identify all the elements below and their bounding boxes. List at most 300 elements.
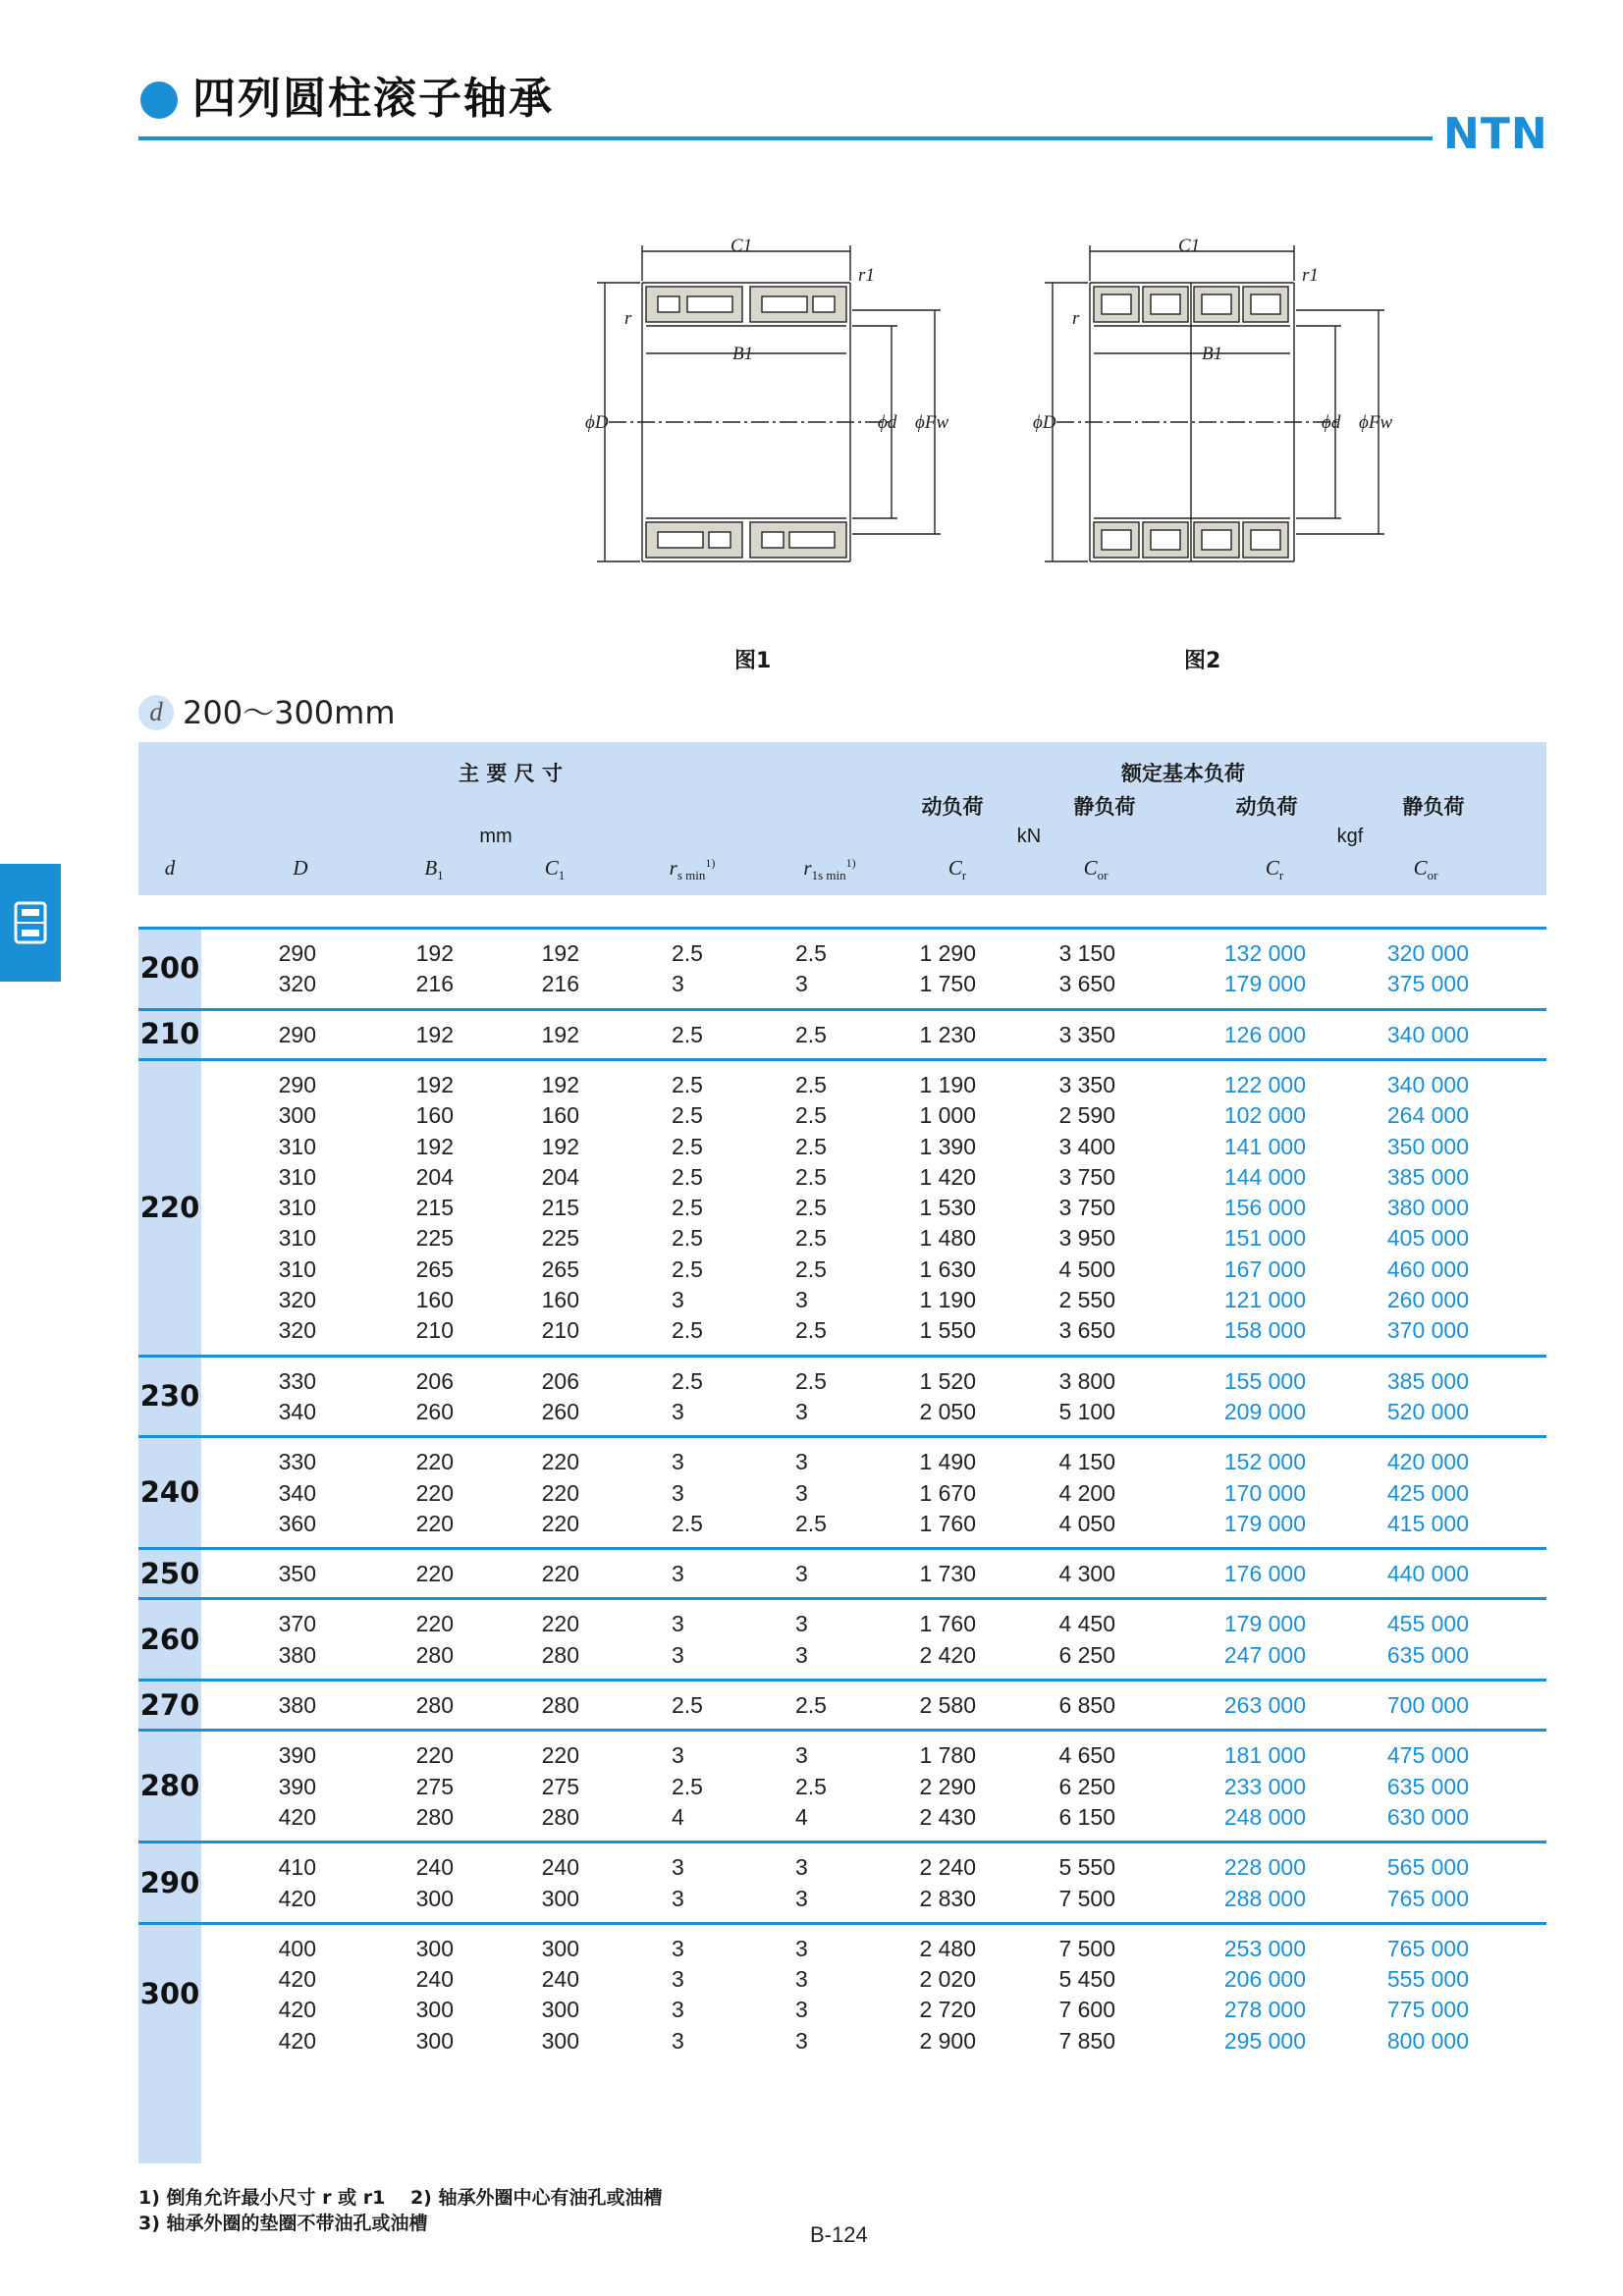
fig1-b1-label: B1 xyxy=(732,344,754,364)
table-cell: 2.5 xyxy=(795,940,827,966)
table-cell: 2 480 xyxy=(919,1935,976,1961)
col-cor-kn: $C_{or}$ xyxy=(1083,856,1109,883)
table-cell: 420 xyxy=(278,1803,316,1830)
table-cell: 102 000 xyxy=(1223,1102,1306,1129)
table-cell: 340 xyxy=(278,1398,316,1424)
bore-diameter-label: 270 xyxy=(139,1687,200,1722)
table-cell: 240 xyxy=(415,1966,454,1993)
table-cell: 455 000 xyxy=(1386,1611,1469,1637)
fig1-d-inner-label: ϕd xyxy=(878,412,897,433)
table-cell: 290 xyxy=(278,940,316,966)
table-cell: 340 000 xyxy=(1386,1071,1469,1097)
table-cell: 210 xyxy=(415,1317,454,1344)
table-cell: 155 000 xyxy=(1223,1367,1306,1394)
table-cell: 6 150 xyxy=(1058,1803,1115,1830)
table-cell: 3 xyxy=(795,1966,808,1993)
table-cell: 2.5 xyxy=(672,1195,703,1221)
range-symbol: d xyxy=(138,695,174,730)
table-cell: 265 xyxy=(415,1255,454,1282)
table-cell: 3 xyxy=(795,1287,808,1312)
table-cell: 2.5 xyxy=(795,1195,827,1221)
bore-diameter-label: 290 xyxy=(139,1865,200,1899)
table-cell: 420 000 xyxy=(1386,1449,1469,1475)
table-cell: 209 000 xyxy=(1223,1398,1306,1424)
bore-diameter-label: 240 xyxy=(139,1475,200,1510)
table-cell: 3 xyxy=(795,1561,808,1587)
bore-diameter-label: 250 xyxy=(139,1556,200,1590)
fig2-d-inner-label: ϕd xyxy=(1322,412,1341,433)
table-cell: 400 xyxy=(278,1935,316,1961)
group-main-dimensions: 主 要 尺 寸 xyxy=(459,762,563,785)
table-cell: 2.5 xyxy=(672,1021,703,1047)
table-cell: 310 xyxy=(278,1225,316,1252)
table-cell: 330 xyxy=(278,1367,316,1394)
table-cell: 330 xyxy=(278,1449,316,1475)
table-cell: 3 xyxy=(672,1449,684,1475)
table-cell: 2.5 xyxy=(672,1133,703,1159)
table-cell: 248 000 xyxy=(1223,1803,1306,1830)
table-cell: 2 580 xyxy=(919,1692,976,1718)
footnote-line-2: 3) 轴承外圈的垫圈不带油孔或油槽 xyxy=(138,2213,428,2234)
table-cell: 1 730 xyxy=(919,1561,976,1587)
table-cell: 220 xyxy=(415,1510,454,1536)
table-cell: 300 xyxy=(415,1885,454,1911)
table-cell: 300 xyxy=(415,1997,454,2023)
table-cell: 1 520 xyxy=(919,1367,976,1394)
table-cell: 2.5 xyxy=(795,1510,827,1536)
fig2-d-outer-label: ϕD xyxy=(1033,412,1056,433)
table-cell: 260 000 xyxy=(1386,1287,1469,1312)
table-cell: 475 000 xyxy=(1386,1742,1469,1769)
table-cell: 141 000 xyxy=(1223,1133,1306,1159)
table-cell: 3 xyxy=(672,1611,684,1637)
table-cell: 5 450 xyxy=(1058,1966,1115,1993)
table-cell: 370 xyxy=(278,1611,316,1637)
unit-kgf: kgf xyxy=(1336,826,1364,847)
col-cr-kgf: $C_r$ xyxy=(1265,856,1284,883)
table-cell: 170 000 xyxy=(1223,1479,1306,1506)
table-cell: 390 xyxy=(278,1742,316,1769)
table-cell: 220 xyxy=(415,1479,454,1506)
col-c1: $C_1$ xyxy=(544,856,566,883)
table-cell: 350 000 xyxy=(1386,1133,1469,1159)
col-r-min: $r_{s min}^{1)}$ xyxy=(669,856,716,883)
table-cell: 1 760 xyxy=(919,1510,976,1536)
bore-diameter-label: 230 xyxy=(139,1378,200,1413)
table-cell: 280 xyxy=(415,1803,454,1830)
table-cell: 3 xyxy=(795,1997,808,2023)
table-cell: 247 000 xyxy=(1223,1641,1306,1668)
table-cell: 3 xyxy=(672,1935,684,1961)
table-cell: 160 xyxy=(415,1287,454,1312)
table-cell: 220 xyxy=(541,1611,579,1637)
table-cell: 3 xyxy=(672,1997,684,2023)
table-cell: 2 240 xyxy=(919,1854,976,1881)
table-cell: 6 250 xyxy=(1058,1773,1115,1799)
table-cell: 3 xyxy=(672,1966,684,1993)
fig1-r1-label: r1 xyxy=(858,265,875,286)
table-cell: 220 xyxy=(415,1561,454,1587)
table-cell: 260 xyxy=(541,1398,579,1424)
table-cell: 1 000 xyxy=(919,1102,976,1129)
table-cell: 225 xyxy=(415,1225,454,1252)
table-cell: 2.5 xyxy=(672,1102,703,1129)
table-cell: 2 430 xyxy=(919,1803,976,1830)
table-cell: 3 xyxy=(672,1885,684,1911)
table-cell: 179 000 xyxy=(1223,1611,1306,1637)
table-cell: 3 xyxy=(672,1479,684,1506)
table-cell: 240 xyxy=(541,1854,579,1881)
table-cell: 1 630 xyxy=(919,1255,976,1282)
table-cell: 144 000 xyxy=(1223,1163,1306,1190)
table-cell: 192 xyxy=(541,1071,579,1097)
table-cell: 3 750 xyxy=(1058,1163,1115,1190)
fig2-c1-label: C1 xyxy=(1178,236,1201,256)
table-cell: 160 xyxy=(541,1287,579,1312)
table-cell: 4 500 xyxy=(1058,1255,1115,1282)
table-cell: 290 xyxy=(278,1071,316,1097)
table-cell: 192 xyxy=(415,940,454,966)
table-cell: 4 650 xyxy=(1058,1742,1115,1769)
group-divider xyxy=(138,1355,1546,1358)
table-cell: 3 350 xyxy=(1058,1021,1115,1047)
table-cell: 2.5 xyxy=(795,1255,827,1282)
group-divider xyxy=(138,1058,1546,1061)
figure-1-label: 图1 xyxy=(734,649,772,673)
table-cell: 1 390 xyxy=(919,1133,976,1159)
table-cell: 7 600 xyxy=(1058,1997,1115,2023)
table-cell: 220 xyxy=(415,1611,454,1637)
table-cell: 420 xyxy=(278,2027,316,2054)
table-cell: 220 xyxy=(541,1449,579,1475)
table-cell: 215 xyxy=(541,1195,579,1221)
table-cell: 278 000 xyxy=(1223,1997,1306,2023)
table-cell: 220 xyxy=(541,1479,579,1506)
table-cell: 420 xyxy=(278,1966,316,1993)
table-cell: 280 xyxy=(415,1641,454,1668)
table-cell: 370 000 xyxy=(1386,1317,1469,1344)
table-cell: 425 000 xyxy=(1386,1479,1469,1506)
col-r1-min: $r_{1s min}^{1)}$ xyxy=(803,856,856,883)
table-cell: 310 xyxy=(278,1163,316,1190)
table-cell: 3 xyxy=(795,2027,808,2054)
table-cell: 375 000 xyxy=(1386,971,1469,997)
table-cell: 320 xyxy=(278,1317,316,1344)
table-cell: 2 290 xyxy=(919,1773,976,1799)
table-cell: 460 000 xyxy=(1386,1255,1469,1282)
table-cell: 228 000 xyxy=(1223,1854,1306,1881)
table-cell: 2.5 xyxy=(795,1071,827,1097)
table-cell: 216 xyxy=(415,971,454,997)
table-cell: 1 480 xyxy=(919,1225,976,1252)
table-cell: 300 xyxy=(541,1885,579,1911)
table-cell: 181 000 xyxy=(1223,1742,1306,1769)
table-cell: 3 xyxy=(795,1611,808,1637)
table-cell: 160 xyxy=(541,1102,579,1129)
table-cell: 300 xyxy=(541,1935,579,1961)
table-cell: 310 xyxy=(278,1195,316,1221)
table-cell: 3 xyxy=(672,1287,684,1312)
group-divider xyxy=(138,1679,1546,1682)
table-cell: 3 800 xyxy=(1058,1367,1115,1394)
table-cell: 2.5 xyxy=(795,1317,827,1344)
bore-diameter-label: 210 xyxy=(139,1017,200,1051)
table-cell: 220 xyxy=(541,1742,579,1769)
table-cell: 300 xyxy=(415,1935,454,1961)
table-cell: 176 000 xyxy=(1223,1561,1306,1587)
table-cell: 440 000 xyxy=(1386,1561,1469,1587)
table-cell: 225 xyxy=(541,1225,579,1252)
table-cell: 206 xyxy=(415,1367,454,1394)
table-cell: 3 xyxy=(672,2027,684,2054)
group-rated-load: 额定基本负荷 xyxy=(1121,762,1245,785)
table-cell: 2.5 xyxy=(672,1163,703,1190)
table-cell: 179 000 xyxy=(1223,1510,1306,1536)
table-cell: 240 xyxy=(415,1854,454,1881)
table-cell: 415 000 xyxy=(1386,1510,1469,1536)
table-cell: 385 000 xyxy=(1386,1367,1469,1394)
table-cell: 132 000 xyxy=(1223,940,1306,966)
table-cell: 156 000 xyxy=(1223,1195,1306,1221)
table-cell: 520 000 xyxy=(1386,1398,1469,1424)
table-cell: 3 xyxy=(795,971,808,997)
table-cell: 380 xyxy=(278,1641,316,1668)
table-cell: 5 100 xyxy=(1058,1398,1115,1424)
table-cell: 122 000 xyxy=(1223,1071,1306,1097)
table-cell: 4 150 xyxy=(1058,1449,1115,1475)
table-cell: 555 000 xyxy=(1386,1966,1469,1993)
table-cell: 380 xyxy=(278,1692,316,1718)
group-divider xyxy=(138,1597,1546,1600)
group-divider xyxy=(138,1922,1546,1925)
table-cell: 340 xyxy=(278,1479,316,1506)
table-cell: 192 xyxy=(541,940,579,966)
table-cell: 300 xyxy=(541,1997,579,2023)
table-cell: 2.5 xyxy=(795,1102,827,1129)
table-cell: 4 050 xyxy=(1058,1510,1115,1536)
table-cell: 240 xyxy=(541,1966,579,1993)
table-cell: 360 xyxy=(278,1510,316,1536)
fig1-r-label: r xyxy=(624,308,632,329)
table-cell: 3 xyxy=(672,1398,684,1424)
table-cell: 3 650 xyxy=(1058,1317,1115,1344)
table-cell: 7 500 xyxy=(1058,1935,1115,1961)
bore-diameter-label: 260 xyxy=(139,1622,200,1656)
table-cell: 320 000 xyxy=(1386,940,1469,966)
table-cell: 320 xyxy=(278,1287,316,1312)
table-cell: 210 xyxy=(541,1317,579,1344)
table-cell: 275 xyxy=(541,1773,579,1799)
table-cell: 6 250 xyxy=(1058,1641,1115,1668)
table-cell: 635 000 xyxy=(1386,1773,1469,1799)
table-cell: 204 xyxy=(415,1163,454,1190)
group-divider xyxy=(138,1841,1546,1843)
table-cell: 280 xyxy=(541,1803,579,1830)
table-cell: 3 xyxy=(795,1641,808,1668)
table-cell: 3 150 xyxy=(1058,940,1115,966)
table-cell: 3 xyxy=(795,1449,808,1475)
table-cell: 775 000 xyxy=(1386,1997,1469,2023)
table-cell: 2.5 xyxy=(672,1367,703,1394)
table-cell: 220 xyxy=(415,1449,454,1475)
unit-kn: kN xyxy=(1016,826,1042,847)
table-cell: 167 000 xyxy=(1223,1255,1306,1282)
table-cell: 233 000 xyxy=(1223,1773,1306,1799)
table-cell: 192 xyxy=(415,1021,454,1047)
bore-diameter-label: 300 xyxy=(139,1977,200,2011)
table-cell: 1 670 xyxy=(919,1479,976,1506)
table-cell: 288 000 xyxy=(1223,1885,1306,1911)
table-cell: 220 xyxy=(415,1742,454,1769)
table-cell: 3 xyxy=(795,1885,808,1911)
table-cell: 3 xyxy=(795,1479,808,1506)
group-divider xyxy=(138,1008,1546,1011)
table-cell: 2 050 xyxy=(919,1398,976,1424)
table-cell: 220 xyxy=(541,1561,579,1587)
table-cell: 765 000 xyxy=(1386,1935,1469,1961)
table-cell: 7 850 xyxy=(1058,2027,1115,2054)
table-cell: 6 850 xyxy=(1058,1692,1115,1718)
table-cell: 3 xyxy=(795,1854,808,1881)
table-cell: 1 490 xyxy=(919,1449,976,1475)
table-cell: 2 020 xyxy=(919,1966,976,1993)
page-number: B-124 xyxy=(810,2222,868,2247)
table-cell: 340 000 xyxy=(1386,1021,1469,1047)
table-cell: 3 xyxy=(672,1641,684,1668)
table-cell: 3 750 xyxy=(1058,1195,1115,1221)
table-cell: 2.5 xyxy=(795,1367,827,1394)
table-cell: 320 xyxy=(278,971,316,997)
table-cell: 192 xyxy=(415,1133,454,1159)
table-cell: 630 000 xyxy=(1386,1803,1469,1830)
table-cell: 3 xyxy=(795,1935,808,1961)
table-cell: 2.5 xyxy=(672,1071,703,1097)
table-cell: 280 xyxy=(415,1692,454,1718)
table-cell: 1 780 xyxy=(919,1742,976,1769)
fig2-r-label: r xyxy=(1072,308,1080,329)
table-cell: 1 190 xyxy=(919,1287,976,1312)
table-cell: 420 xyxy=(278,1885,316,1911)
table-cell: 300 xyxy=(415,2027,454,2054)
table-cell: 1 230 xyxy=(919,1021,976,1047)
table-cell: 1 530 xyxy=(919,1195,976,1221)
header-static-kgf: 静负荷 xyxy=(1402,795,1465,819)
table-cell: 700 000 xyxy=(1386,1692,1469,1718)
table-cell: 420 xyxy=(278,1997,316,2023)
fig1-fw-label: ϕFw xyxy=(915,412,949,433)
table-cell: 3 xyxy=(672,1561,684,1587)
table-cell: 2.5 xyxy=(672,1773,703,1799)
header-static-kn: 静负荷 xyxy=(1073,795,1136,819)
table-cell: 3 xyxy=(672,1854,684,1881)
table-cell: 215 xyxy=(415,1195,454,1221)
table-cell: 192 xyxy=(541,1021,579,1047)
table-cell: 275 xyxy=(415,1773,454,1799)
table-cell: 2.5 xyxy=(672,1255,703,1282)
table-cell: 2.5 xyxy=(672,1510,703,1536)
table-cell: 380 000 xyxy=(1386,1195,1469,1221)
header-dynamic-kn: 动负荷 xyxy=(921,795,984,819)
table-cell: 158 000 xyxy=(1223,1317,1306,1344)
range-text: 200～300mm xyxy=(183,694,396,731)
page-title: 四列圆柱滚子轴承 xyxy=(192,74,554,124)
table-cell: 151 000 xyxy=(1223,1225,1306,1252)
table-cell: 260 xyxy=(415,1398,454,1424)
table-cell: 253 000 xyxy=(1223,1935,1306,1961)
table-cell: 4 200 xyxy=(1058,1479,1115,1506)
col-cr-kn: $C_r$ xyxy=(947,856,967,883)
table-cell: 390 xyxy=(278,1773,316,1799)
table-cell: 4 xyxy=(795,1803,808,1830)
fig1-d-outer-label: ϕD xyxy=(585,412,609,433)
bore-diameter-label: 200 xyxy=(139,951,200,986)
col-cor-kgf: $C_{or}$ xyxy=(1413,856,1438,883)
table-cell: 3 xyxy=(795,1398,808,1424)
fig2-r1-label: r1 xyxy=(1302,265,1319,286)
table-cell: 310 xyxy=(278,1133,316,1159)
table-cell: 179 000 xyxy=(1223,971,1306,997)
table-cell: 192 xyxy=(415,1071,454,1097)
table-cell: 300 xyxy=(278,1102,316,1129)
table-cell: 3 650 xyxy=(1058,971,1115,997)
group-divider xyxy=(138,1729,1546,1732)
table-cell: 280 xyxy=(541,1692,579,1718)
table-cell: 350 xyxy=(278,1561,316,1587)
table-cell: 265 xyxy=(541,1255,579,1282)
table-cell: 410 xyxy=(278,1854,316,1881)
col-d: d xyxy=(164,856,176,880)
group-divider xyxy=(138,1435,1546,1438)
table-cell: 635 000 xyxy=(1386,1641,1469,1668)
table-cell: 2.5 xyxy=(795,1773,827,1799)
table-cell: 405 000 xyxy=(1386,1225,1469,1252)
table-cell: 1 190 xyxy=(919,1071,976,1097)
table-cell: 3 xyxy=(672,1742,684,1769)
table-cell: 126 000 xyxy=(1223,1021,1306,1047)
fig2-fw-label: ϕFw xyxy=(1359,412,1393,433)
table-cell: 1 550 xyxy=(919,1317,976,1344)
table-cell: 2 720 xyxy=(919,1997,976,2023)
table-cell: 565 000 xyxy=(1386,1854,1469,1881)
table-cell: 385 000 xyxy=(1386,1163,1469,1190)
table-cell: 2.5 xyxy=(795,1225,827,1252)
unit-mm: mm xyxy=(479,826,513,847)
col-outer-diameter: D xyxy=(293,856,308,880)
table-cell: 1 760 xyxy=(919,1611,976,1637)
header-divider xyxy=(138,927,1546,930)
table-cell: 2.5 xyxy=(795,1021,827,1047)
table-cell: 3 950 xyxy=(1058,1225,1115,1252)
table-cell: 1 290 xyxy=(919,940,976,966)
table-cell: 2.5 xyxy=(672,1317,703,1344)
table-cell: 220 xyxy=(541,1510,579,1536)
brand-logo: NTN xyxy=(1443,109,1548,159)
table-cell: 216 xyxy=(541,971,579,997)
table-cell: 263 000 xyxy=(1223,1692,1306,1718)
table-cell: 204 xyxy=(541,1163,579,1190)
table-cell: 295 000 xyxy=(1223,2027,1306,2054)
col-b1: $B_1$ xyxy=(424,856,444,883)
header-dynamic-kgf: 动负荷 xyxy=(1235,795,1298,819)
table-cell: 765 000 xyxy=(1386,1885,1469,1911)
table-cell: 290 xyxy=(278,1021,316,1047)
table-cell: 206 000 xyxy=(1223,1966,1306,1993)
table-cell: 2 590 xyxy=(1058,1102,1115,1129)
footnote-line-1: 1) 倒角允许最小尺寸 r 或 r1 2) 轴承外圈中心有油孔或油槽 xyxy=(138,2187,663,2209)
table-cell: 1 750 xyxy=(919,971,976,997)
table-cell: 160 xyxy=(415,1102,454,1129)
group-divider xyxy=(138,1547,1546,1550)
